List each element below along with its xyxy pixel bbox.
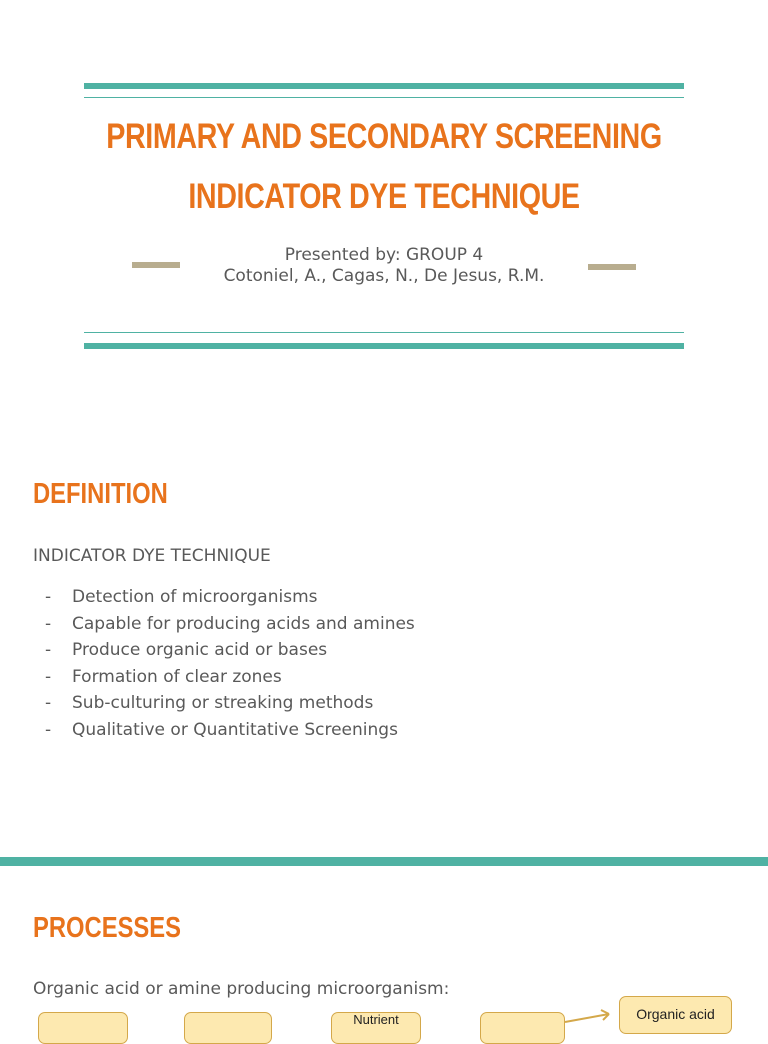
flow-box-2 <box>184 1012 272 1044</box>
flow-box-organic-acid: Organic acid <box>619 996 732 1034</box>
flow-box-1 <box>38 1012 128 1044</box>
bullet-text: Detection of microorganisms <box>72 587 318 607</box>
title-line-1: PRIMARY AND SECONDARY SCREENING <box>106 117 662 156</box>
flow-box-nutrient: Nutrient <box>331 1012 421 1044</box>
bullet-text: Formation of clear zones <box>72 666 282 687</box>
bullet-item <box>45 690 415 717</box>
presenter-line-2: Cotoniel, A., Cagas, N., De Jesus, R.M. <box>223 266 545 286</box>
definition-bullet-list <box>45 584 415 743</box>
title-line-2: INDICATOR DYE TECHNIQUE <box>188 177 580 216</box>
slide-separator <box>0 857 768 866</box>
bullet-text: Produce organic acid or bases <box>72 640 328 660</box>
processes-intro: Organic acid or amine producing microorganism: <box>33 979 450 999</box>
bullet-dash: - <box>45 587 52 607</box>
definition-slide <box>0 420 768 857</box>
bullet-item <box>45 584 415 611</box>
bottom-thick-bar <box>84 343 684 349</box>
bullet-item <box>45 611 415 638</box>
bullet-item <box>45 637 415 664</box>
flow-arrow-icon <box>563 1006 623 1026</box>
bullet-text: Sub-culturing or streaking methods <box>72 693 374 713</box>
bullet-dash: - <box>45 640 52 660</box>
top-thin-bar <box>84 97 684 98</box>
presenter-line-1: Presented by: GROUP 4 <box>284 245 484 265</box>
bottom-thin-bar <box>84 332 684 333</box>
processes-heading: PROCESSES <box>33 912 182 944</box>
bullet-text: Capable for producing acids and amines <box>72 613 415 634</box>
definition-subheading: INDICATOR DYE TECHNIQUE <box>33 546 271 566</box>
bullet-dash: - <box>45 666 52 687</box>
title-slide <box>0 0 768 420</box>
bullet-item <box>45 717 415 744</box>
definition-heading: DEFINITION <box>33 478 168 510</box>
bullet-dash: - <box>45 719 52 740</box>
processes-slide <box>0 866 768 1027</box>
bullet-dash: - <box>45 693 52 713</box>
bullet-text: Qualitative or Quantitative Screenings <box>72 719 398 740</box>
top-thick-bar <box>84 83 684 89</box>
bullet-item <box>45 664 415 691</box>
bullet-dash: - <box>45 613 52 634</box>
flow-box-4 <box>480 1012 565 1044</box>
